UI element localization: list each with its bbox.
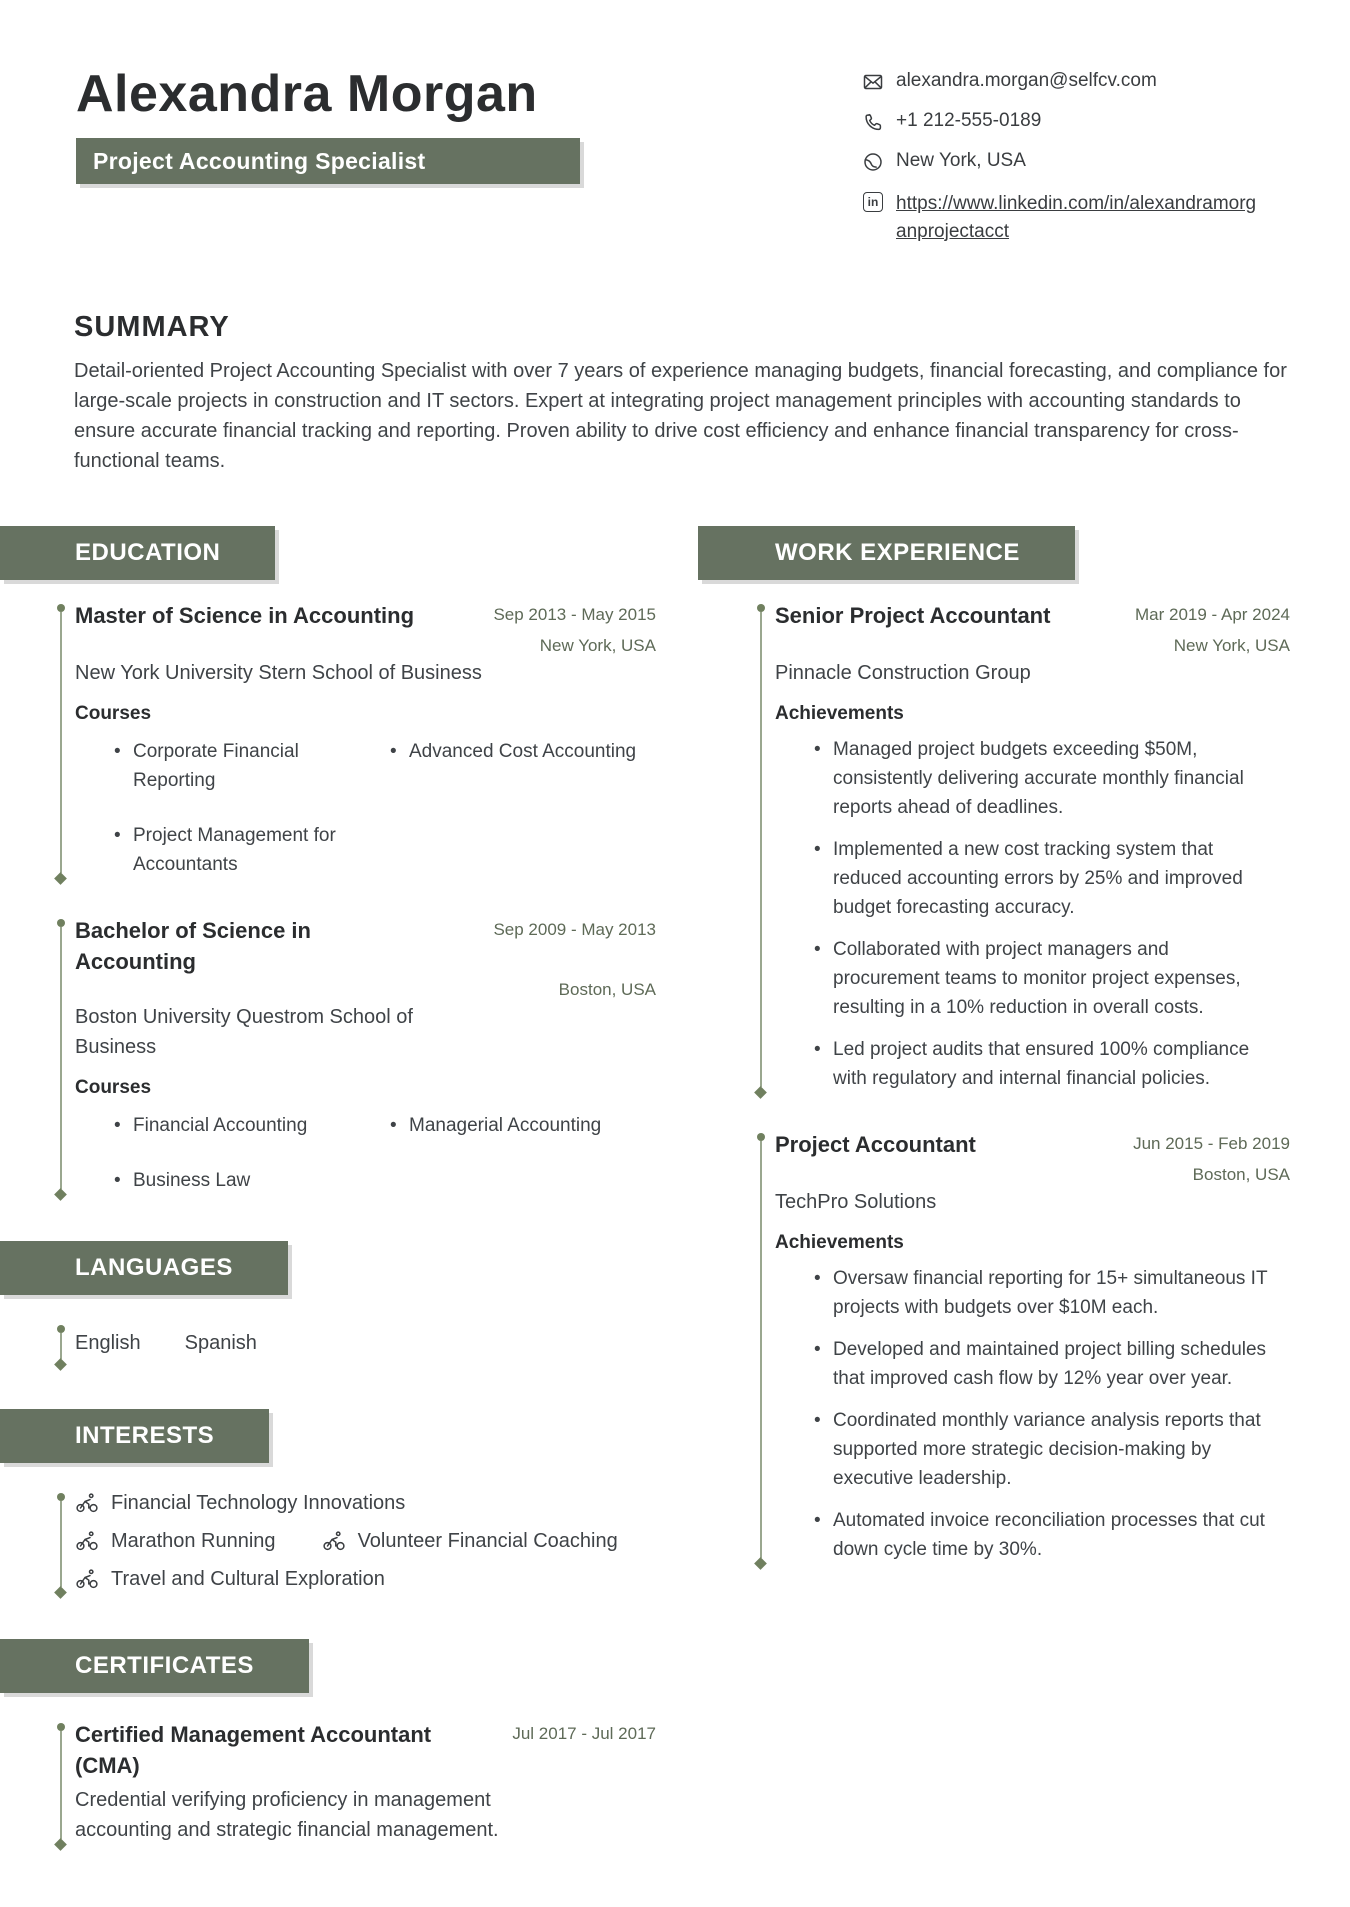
- cyclist-icon: [322, 1529, 346, 1553]
- cyclist-icon: [75, 1529, 99, 1553]
- timeline-diamond: [754, 1557, 767, 1570]
- work-location: Boston, USA: [1192, 1165, 1290, 1184]
- certificate-title: Certified Management Accountant (CMA): [75, 1722, 432, 1778]
- courses-list: [114, 1111, 656, 1195]
- achievement-item: • Automated invoice reconciliation processes that cut down cycle time by 30%.: [814, 1506, 1269, 1564]
- timeline-diamond: [54, 1838, 67, 1851]
- work-entries: [760, 600, 1290, 1564]
- linkedin-icon: in: [862, 191, 884, 213]
- contact-email-row: [862, 70, 1292, 93]
- candidate-name: Alexandra Morgan: [76, 65, 538, 123]
- achievement-item: • Coordinated monthly variance analysis reports that supported more strategic decision-making by executive leadership.: [814, 1406, 1269, 1493]
- languages-entry: [60, 1321, 656, 1365]
- course-item: • Advanced Cost Accounting: [390, 737, 656, 795]
- interests-block: [60, 1489, 656, 1593]
- interests-section-header: [0, 1409, 269, 1463]
- job-title-banner: [76, 138, 580, 184]
- certificates-section-header: [0, 1639, 309, 1693]
- certificate-description: Credential verifying proficiency in management accounting and strategic financial management.: [75, 1789, 499, 1841]
- certificates-heading: CERTIFICATES: [75, 1652, 254, 1679]
- interest-item: Volunteer Financial Coaching: [322, 1529, 618, 1553]
- timeline-dot: [57, 1493, 65, 1501]
- globe-icon: [862, 151, 884, 173]
- timeline-dot: [57, 919, 65, 927]
- work-dates: Jun 2015 - Feb 2019: [1133, 1134, 1290, 1153]
- timeline-line: [60, 1501, 62, 1587]
- contact-linkedin-row: [862, 190, 1292, 245]
- timeline-line: [760, 1141, 762, 1558]
- timeline-dot: [757, 604, 765, 612]
- language-item: English: [75, 1331, 141, 1354]
- work-heading: WORK EXPERIENCE: [775, 539, 1020, 566]
- cyclist-icon: [75, 1567, 99, 1591]
- achievement-item: • Oversaw financial reporting for 15+ simultaneous IT projects with budgets over $10M each.: [814, 1264, 1269, 1322]
- timeline-dot: [57, 1723, 65, 1731]
- timeline-dot: [57, 604, 65, 612]
- header: [0, 64, 1350, 279]
- education-entries: [60, 600, 656, 1195]
- interest-item: Travel and Cultural Exploration: [75, 1567, 385, 1591]
- work-location: New York, USA: [1173, 636, 1290, 655]
- achievements-list: [814, 1264, 1290, 1564]
- certificate-entry: [60, 1719, 656, 1845]
- school-name: New York University Stern School of Business: [75, 662, 482, 684]
- courses-label: Courses: [75, 1077, 152, 1098]
- course-item: • Corporate Financial Reporting: [114, 737, 354, 795]
- achievement-item: • Implemented a new cost tracking system that reduced accounting errors by 25% and improved budget forecasting accuracy.: [814, 835, 1269, 922]
- education-heading: EDUCATION: [75, 539, 221, 566]
- cyclist-icon: [75, 1491, 99, 1515]
- achievements-label: Achievements: [775, 703, 904, 724]
- timeline-dot: [57, 1325, 65, 1333]
- timeline-line: [60, 612, 62, 873]
- job-title: Project Accounting Specialist: [93, 147, 426, 174]
- degree-title: Bachelor of Science in Accounting: [75, 918, 311, 974]
- course-item: • Project Management for Accountants: [114, 821, 354, 879]
- work-entry: [760, 600, 1290, 1093]
- education-entry: [60, 600, 656, 879]
- interests-entry: [60, 1489, 656, 1593]
- achievement-item: • Managed project budgets exceeding $50M, consistently delivering accurate monthly financial reports ahead of deadlines.: [814, 735, 1269, 822]
- education-entry: [60, 915, 656, 1195]
- course-item: • Financial Accounting: [114, 1111, 354, 1140]
- languages-heading: LANGUAGES: [75, 1254, 233, 1281]
- interests-heading: INTERESTS: [75, 1422, 215, 1449]
- interest-item: Financial Technology Innovations: [75, 1491, 405, 1515]
- email-icon: [862, 71, 884, 93]
- contact-location: New York, USA: [896, 150, 1026, 171]
- contact-list: [862, 70, 1292, 262]
- job-role: Project Accountant: [775, 1132, 976, 1157]
- left-column: [60, 526, 656, 1845]
- timeline-diamond: [54, 1188, 67, 1201]
- certificates-entries: [60, 1719, 656, 1845]
- content-columns: [0, 526, 1350, 1845]
- languages-block: [60, 1321, 656, 1365]
- achievement-item: • Collaborated with project managers and procurement teams to monitor project expenses, resulting in a 10% reduction in overall costs.: [814, 935, 1269, 1022]
- summary-heading: SUMMARY: [74, 311, 230, 343]
- timeline-line: [60, 927, 62, 1189]
- education-dates: Sep 2009 - May 2013: [493, 920, 656, 939]
- courses-label: Courses: [75, 703, 152, 724]
- work-section-header: [698, 526, 1075, 580]
- languages-section-header: [0, 1241, 288, 1295]
- achievements-list: [814, 735, 1290, 1093]
- summary-section: [0, 311, 1350, 476]
- work-dates: Mar 2019 - Apr 2024: [1135, 605, 1290, 624]
- company-name: TechPro Solutions: [775, 1191, 937, 1213]
- job-role: Senior Project Accountant: [775, 603, 1051, 628]
- timeline-line: [760, 612, 762, 1087]
- linkedin-link[interactable]: https://www.linkedin.com/in/alexandramorganprojectacct: [896, 193, 1257, 242]
- company-name: Pinnacle Construction Group: [775, 662, 1031, 684]
- timeline-diamond: [754, 1086, 767, 1099]
- phone-icon: [862, 111, 884, 133]
- course-item: • Managerial Accounting: [390, 1111, 656, 1140]
- language-item: Spanish: [184, 1331, 257, 1354]
- certificate-dates: Jul 2017 - Jul 2017: [512, 1724, 656, 1743]
- contact-location-row: [862, 150, 1292, 173]
- timeline-diamond: [54, 1358, 67, 1371]
- courses-list: [114, 737, 656, 879]
- achievement-item: • Developed and maintained project billing schedules that improved cash flow by 12% year over year.: [814, 1335, 1269, 1393]
- school-name: Boston University Questrom School of Business: [75, 1006, 413, 1058]
- education-location: New York, USA: [539, 636, 656, 655]
- course-item: • Business Law: [114, 1166, 354, 1195]
- timeline-line: [60, 1731, 62, 1839]
- achievement-item: • Led project audits that ensured 100% compliance with regulatory and internal financial policies.: [814, 1035, 1269, 1093]
- degree-title: Master of Science in Accounting: [75, 603, 415, 628]
- right-column: [698, 526, 1290, 1845]
- timeline-diamond: [54, 1586, 67, 1599]
- education-dates: Sep 2013 - May 2015: [493, 605, 656, 624]
- contact-location-text: +1 212-555-0189: [896, 110, 1042, 131]
- education-location: Boston, USA: [558, 980, 656, 999]
- contact-email: alexandra.morgan@selfcv.com: [896, 70, 1157, 91]
- interest-item: Marathon Running: [75, 1529, 276, 1553]
- timeline-dot: [757, 1133, 765, 1141]
- timeline-line: [60, 1333, 62, 1359]
- summary-text: Detail-oriented Project Accounting Specialist with over 7 years of experience managing budgets, financial forecasting, and compliance for large-scale projects in construction and IT sectors. Expert at integrating project management principles with accounting standards to ensure accurate financial tracking and reporting. Proven ability to drive cost efficiency and enhance financial transparency for cross-functional teams.: [74, 360, 1287, 472]
- work-entry: [760, 1129, 1290, 1564]
- contact-phone-row: [862, 110, 1292, 133]
- education-section-header: [0, 526, 275, 580]
- timeline-diamond: [54, 872, 67, 885]
- achievements-label: Achievements: [775, 1232, 904, 1253]
